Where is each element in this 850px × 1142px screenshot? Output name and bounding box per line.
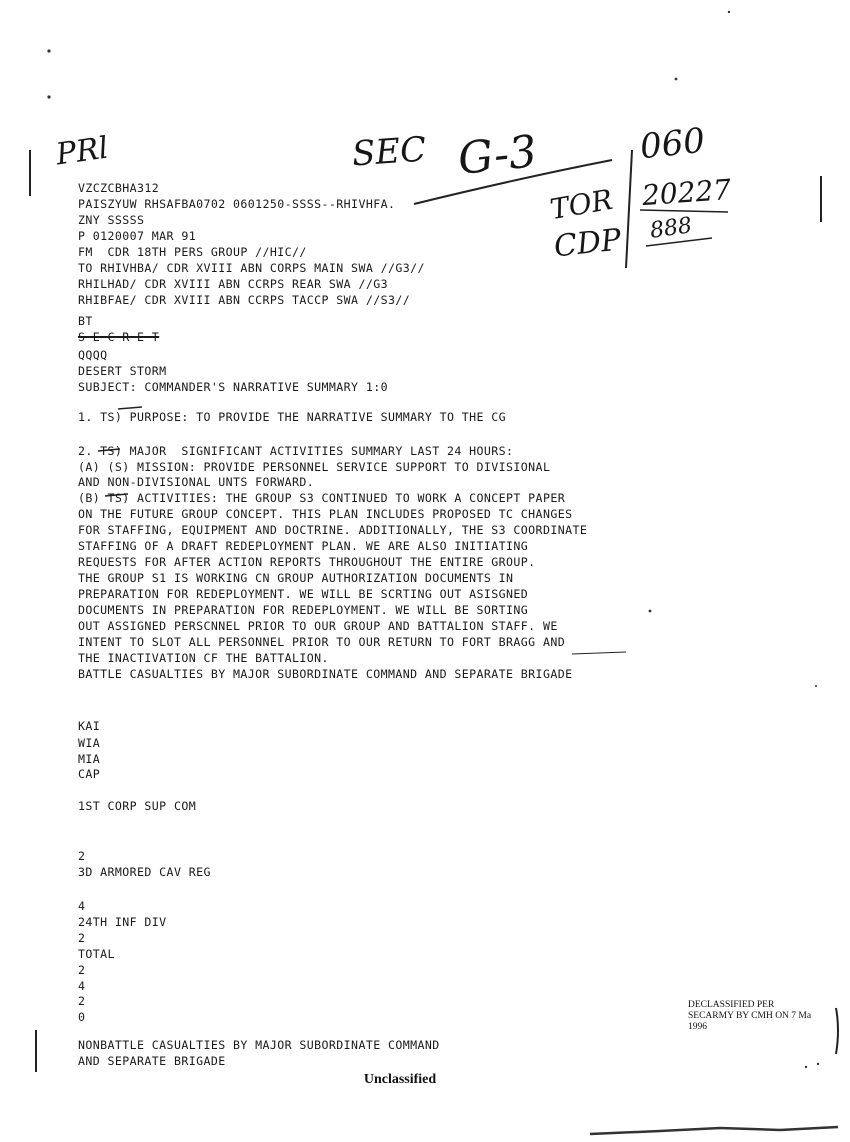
hand-section: G-3 [455, 126, 540, 185]
header-line: VZCZCBHA312 [78, 181, 160, 195]
total-label: TOTAL [78, 947, 115, 961]
paragraph-2-line: ON THE FUTURE GROUP CONCEPT. THIS PLAN INCLUDES PROPOSED TC CHANGES [78, 507, 573, 521]
hand-initials: PRl [53, 130, 111, 173]
unit-value: 4 [78, 899, 86, 913]
bottom-smudge [590, 1127, 838, 1134]
footer-classification: Unclassified [363, 1072, 437, 1087]
declass-line: DECLASSIFIED PER [688, 1000, 775, 1010]
header-line: ZNY SSSSS [78, 213, 145, 227]
nonbattle-heading: AND SEPARATE BRIGADE [78, 1054, 226, 1068]
routing-divider [626, 150, 632, 268]
casualty-header: MIA [78, 752, 101, 766]
strike-ts-1 [118, 407, 142, 409]
speck [805, 1066, 807, 1068]
subheader-line: QQQQ [78, 348, 108, 362]
strike-fort-bragg [572, 652, 626, 654]
header-line: FM CDR 18TH PERS GROUP //HIC// [78, 245, 307, 259]
total-value: 2 [78, 994, 86, 1008]
hand-cdp-value: 888 [648, 213, 694, 244]
hand-cdp-label: CDP [552, 222, 623, 265]
right-bottom-bracket [836, 1008, 838, 1054]
total-value: 4 [78, 979, 86, 993]
unit-name: 1ST CORP SUP COM [78, 799, 197, 813]
paragraph-2-line: THE GROUP S1 IS WORKING CN GROUP AUTHORIZATION DOCUMENTS IN [78, 571, 514, 585]
header-line: PAISZYUW RHSAFBA0702 0601250-SSSS--RHIVHFA. [78, 197, 396, 211]
header-line: TO RHIVHBA/ CDR XVIII ABN CORPS MAIN SWA //G3// [78, 261, 425, 275]
paragraph-2-line: FOR STAFFING, EQUIPMENT AND DOCTRINE. ADDITIONALLY, THE S3 COORDINATE [78, 523, 588, 537]
speck [47, 95, 50, 98]
hand-tor-label: TOR [547, 182, 616, 227]
paragraph-2-line: AND NON-DIVISIONAL UNTS FORWARD. [78, 475, 315, 489]
unit-name: 3D ARMORED CAV REG [78, 865, 211, 879]
casualty-header: CAP [78, 767, 101, 781]
paragraph-2-line: PREPARATION FOR REDEPLOYMENT. WE WILL BE SCRTING OUT ASISGNED [78, 587, 529, 601]
paragraph-2-line: 2. TS) MAJOR SIGNIFICANT ACTIVITIES SUMMARY LAST 24 HOURS: [78, 444, 514, 458]
speck [649, 610, 652, 613]
paragraph-2-line: (B) TS) ACTIVITIES: THE GROUP S3 CONTINUED TO WORK A CONCEPT PAPER [78, 491, 566, 505]
header-line: BT [78, 314, 93, 328]
paragraph-2-line: DOCUMENTS IN PREPARATION FOR REDEPLOYMENT. WE WILL BE SORTING [78, 603, 529, 617]
speck [815, 685, 817, 687]
header-line: RHILHAD/ CDR XVIII ABN CCRPS REAR SWA //G3 [78, 277, 388, 291]
paragraph-2-line: (A) (S) MISSION: PROVIDE PERSONNEL SERVICE SUPPORT TO DIVISIONAL [78, 460, 551, 474]
declass-line: SECARMY BY CMH ON 7 Ma [688, 1011, 812, 1021]
battle-casualties-heading: BATTLE CASUALTIES BY MAJOR SUBORDINATE COMMAND AND SEPARATE BRIGADE [78, 667, 573, 681]
header-line: RHIBFAE/ CDR XVIII ABN CCRPS TACCP SWA //S3// [78, 293, 411, 307]
paragraph-1: 1. TS) PURPOSE: TO PROVIDE THE NARRATIVE SUMMARY TO THE CG [78, 410, 507, 424]
speck [675, 78, 678, 81]
declass-line: 1996 [688, 1022, 707, 1032]
paragraph-2-line: REQUESTS FOR AFTER ACTION REPORTS THROUGHOUT THE ENTIRE GROUP. [78, 555, 536, 569]
speck [817, 1063, 819, 1065]
paragraph-2-line: THE INACTIVATION CF THE BATTALION. [78, 651, 329, 665]
total-value: 2 [78, 963, 86, 977]
hand-tor-value: 20227 [640, 172, 733, 213]
declassification-stamp [688, 1000, 811, 1033]
casualty-header: KAI [78, 719, 101, 733]
nonbattle-heading: NONBATTLE CASUALTIES BY MAJOR SUBORDINATE COMMAND [78, 1038, 440, 1052]
header-line: P 0120007 MAR 91 [78, 229, 197, 243]
unit-value: 2 [78, 849, 86, 863]
subheader-line: DESERT STORM [78, 364, 167, 378]
classification-line: S E C R E T [78, 330, 160, 344]
total-value: 0 [78, 1010, 86, 1024]
hand-number: 060 [638, 120, 707, 168]
hand-see-note: SEC [350, 129, 428, 175]
paragraph-2-line: OUT ASSIGNED PERSCNNEL PRIOR TO OUR GROUP AND BATTALION STAFF. WE [78, 619, 558, 633]
speck [47, 49, 50, 52]
paragraph-2-line: STAFFING OF A DRAFT REDEPLOYMENT PLAN. WE ARE ALSO INITIATING [78, 539, 529, 553]
unit-name: 24TH INF DIV [78, 915, 167, 929]
unit-value: 2 [78, 931, 86, 945]
casualty-header: WIA [78, 736, 101, 750]
speck [728, 11, 730, 13]
paragraph-2-line: INTENT TO SLOT ALL PERSONNEL PRIOR TO OUR RETURN TO FORT BRAGG AND [78, 635, 566, 649]
subject-line: SUBJECT: COMMANDER'S NARRATIVE SUMMARY 1:0 [78, 380, 388, 394]
